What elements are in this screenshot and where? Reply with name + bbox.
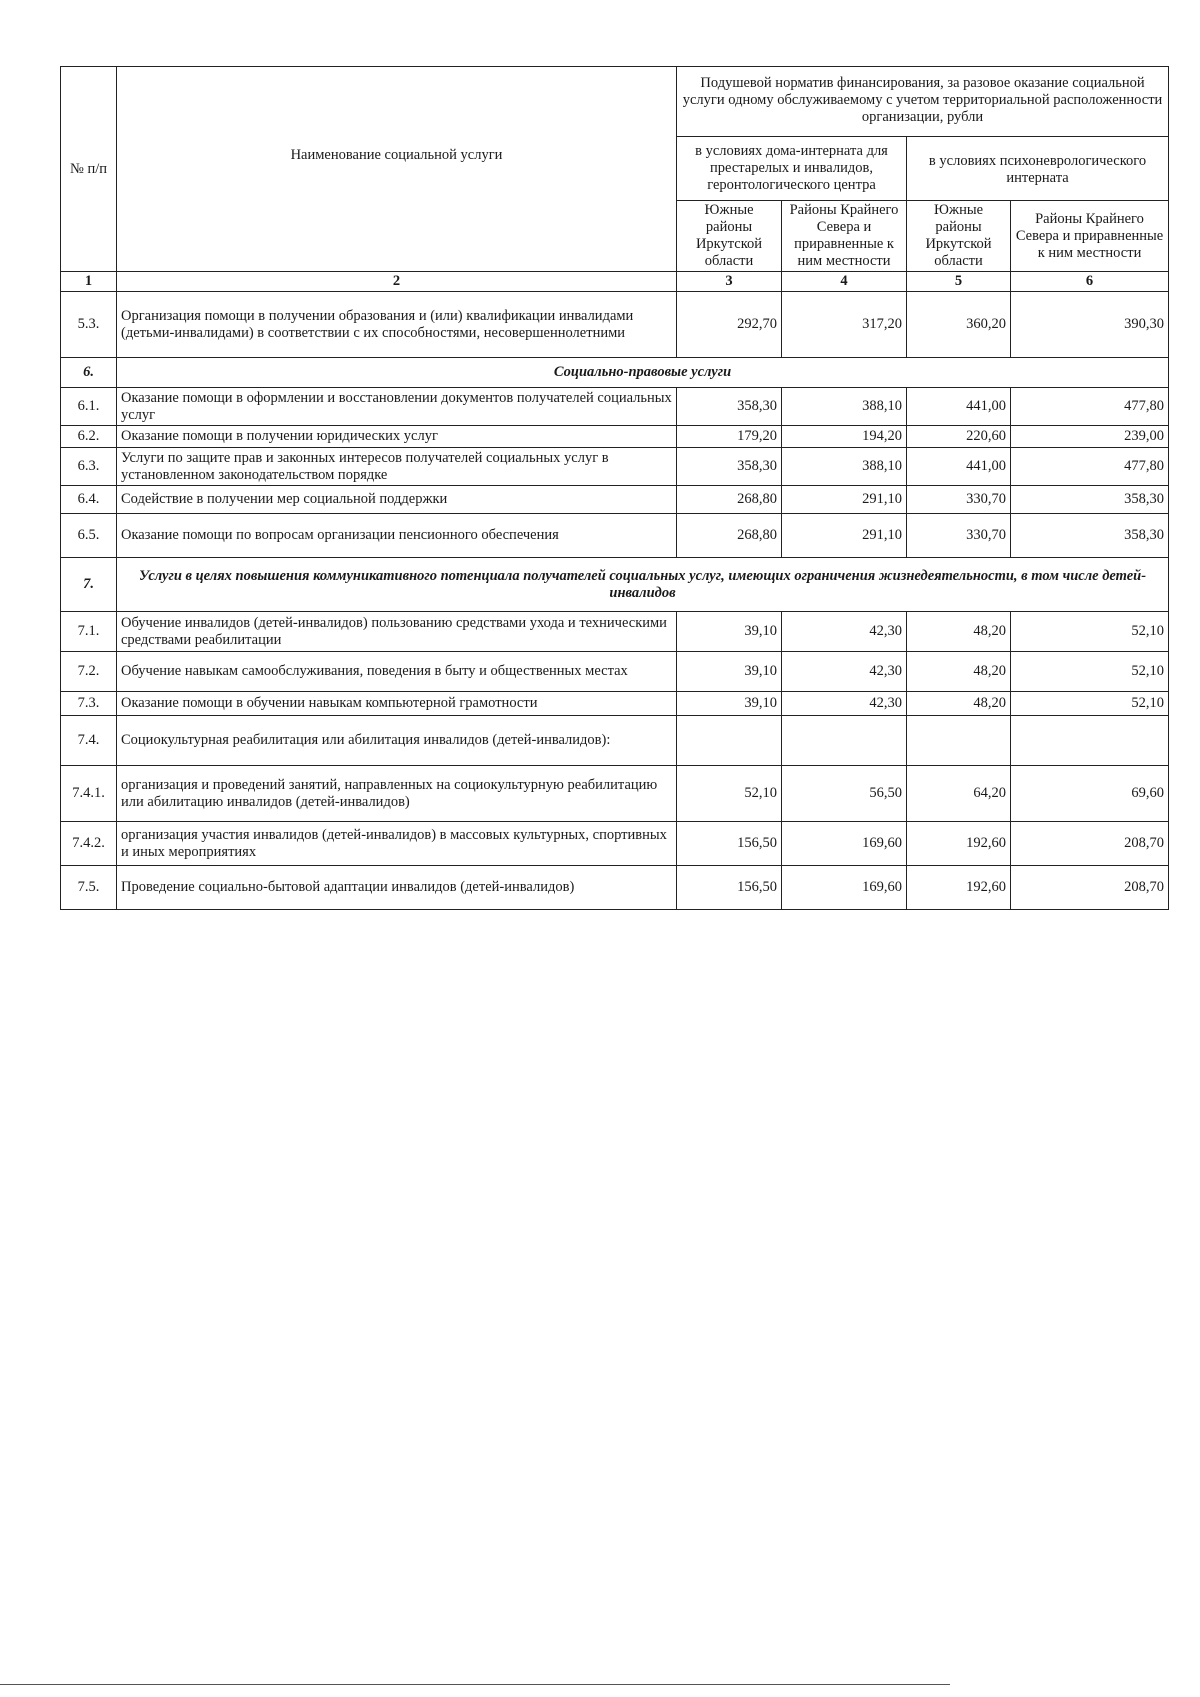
- norm-value: 268,80: [677, 486, 782, 514]
- table-row: [61, 612, 1169, 652]
- norm-value: 52,10: [677, 766, 782, 822]
- norm-value: 360,20: [907, 292, 1011, 358]
- row-number: 7.1.: [61, 612, 117, 652]
- norm-value: 48,20: [907, 692, 1011, 716]
- norm-value: 39,10: [677, 692, 782, 716]
- header-norm: Подушевой норматив финансирования, за разовое оказание социальной услуги одному обслуживаемому с учетом территориальной расположенности организации, рубли: [677, 67, 1169, 137]
- row-number: 6.2.: [61, 426, 117, 448]
- table-row: [61, 866, 1169, 910]
- norm-value: 292,70: [677, 292, 782, 358]
- column-number: 3: [677, 272, 782, 292]
- norm-value: 42,30: [782, 612, 907, 652]
- norm-value: 330,70: [907, 486, 1011, 514]
- section-number: 7.: [61, 558, 117, 612]
- column-number: 5: [907, 272, 1011, 292]
- table-row: [61, 766, 1169, 822]
- table-row: [61, 486, 1169, 514]
- norm-value: 52,10: [1011, 692, 1169, 716]
- row-number: 7.4.: [61, 716, 117, 766]
- service-name: Услуги по защите прав и законных интересов получателей социальных услуг в установленном законодательством порядке: [117, 448, 677, 486]
- row-number: 6.5.: [61, 514, 117, 558]
- norm-value: 52,10: [1011, 612, 1169, 652]
- norm-value: 358,30: [1011, 514, 1169, 558]
- norm-value: 390,30: [1011, 292, 1169, 358]
- norm-value: 156,50: [677, 866, 782, 910]
- norm-value: 42,30: [782, 692, 907, 716]
- norm-value: 358,30: [677, 448, 782, 486]
- column-number: 1: [61, 272, 117, 292]
- service-name: Содействие в получении мер социальной поддержки: [117, 486, 677, 514]
- page-bottom-rule: [0, 1684, 950, 1685]
- row-number: 7.2.: [61, 652, 117, 692]
- service-name: Оказание помощи в получении юридических услуг: [117, 426, 677, 448]
- norm-value: 169,60: [782, 866, 907, 910]
- norm-value: 192,60: [907, 822, 1011, 866]
- section-title: Социально-правовые услуги: [117, 358, 1169, 388]
- service-name: организация и проведений занятий, направленных на социокультурную реабилитацию или абилитацию инвалидов (детей-инвалидов): [117, 766, 677, 822]
- header-north-1: Районы Крайнего Севера и приравненные к ним местности: [782, 201, 907, 272]
- column-number: 6: [1011, 272, 1169, 292]
- norm-value: 477,80: [1011, 388, 1169, 426]
- service-name: Обучение инвалидов (детей-инвалидов) пользованию средствами ухода и техническими средствами реабилитации: [117, 612, 677, 652]
- norm-value: 291,10: [782, 486, 907, 514]
- norm-value: 358,30: [677, 388, 782, 426]
- norm-value: 291,10: [782, 514, 907, 558]
- section-row: [61, 558, 1169, 612]
- service-name: Оказание помощи в обучении навыкам компьютерной грамотности: [117, 692, 677, 716]
- norm-value: 208,70: [1011, 866, 1169, 910]
- norm-value: 169,60: [782, 822, 907, 866]
- norm-value: 156,50: [677, 822, 782, 866]
- table-row: [61, 388, 1169, 426]
- table-row: [61, 514, 1169, 558]
- table-row: [61, 716, 1169, 766]
- row-number: 7.4.2.: [61, 822, 117, 866]
- header-south-1: Южные районы Иркутской области: [677, 201, 782, 272]
- norm-value: 441,00: [907, 448, 1011, 486]
- table-row: [61, 822, 1169, 866]
- norm-value: 192,60: [907, 866, 1011, 910]
- norm-value: 441,00: [907, 388, 1011, 426]
- norm-value: 388,10: [782, 448, 907, 486]
- row-number: 6.4.: [61, 486, 117, 514]
- row-number: 7.3.: [61, 692, 117, 716]
- norm-value: 64,20: [907, 766, 1011, 822]
- norm-value: 330,70: [907, 514, 1011, 558]
- column-number: 4: [782, 272, 907, 292]
- norm-value: [1011, 716, 1169, 766]
- row-number: 5.3.: [61, 292, 117, 358]
- service-name: Оказание помощи по вопросам организации пенсионного обеспечения: [117, 514, 677, 558]
- norm-value: 179,20: [677, 426, 782, 448]
- table-row: [61, 692, 1169, 716]
- section-number: 6.: [61, 358, 117, 388]
- norm-value: 477,80: [1011, 448, 1169, 486]
- norm-value: 268,80: [677, 514, 782, 558]
- service-name: организация участия инвалидов (детей-инвалидов) в массовых культурных, спортивных и иных мероприятиях: [117, 822, 677, 866]
- norm-value: 388,10: [782, 388, 907, 426]
- service-name: Обучение навыкам самообслуживания, поведения в быту и общественных местах: [117, 652, 677, 692]
- service-name: Проведение социально-бытовой адаптации инвалидов (детей-инвалидов): [117, 866, 677, 910]
- norm-value: 48,20: [907, 612, 1011, 652]
- norm-value: 317,20: [782, 292, 907, 358]
- header-name: Наименование социальной услуги: [117, 67, 677, 272]
- tariff-table: [60, 66, 1169, 910]
- norm-value: 194,20: [782, 426, 907, 448]
- service-name: Социокультурная реабилитация или абилитация инвалидов (детей-инвалидов):: [117, 716, 677, 766]
- section-row: [61, 358, 1169, 388]
- norm-value: 56,50: [782, 766, 907, 822]
- norm-value: 220,60: [907, 426, 1011, 448]
- norm-value: 239,00: [1011, 426, 1169, 448]
- row-number: 6.1.: [61, 388, 117, 426]
- header-south-2: Южные районы Иркутской области: [907, 201, 1011, 272]
- column-number: 2: [117, 272, 677, 292]
- header-group-1: в условиях дома-интерната для престарелых и инвалидов, геронтологического центра: [677, 137, 907, 201]
- row-number: 7.4.1.: [61, 766, 117, 822]
- norm-value: 42,30: [782, 652, 907, 692]
- norm-value: [782, 716, 907, 766]
- norm-value: 39,10: [677, 612, 782, 652]
- norm-value: 39,10: [677, 652, 782, 692]
- header-num: № п/п: [61, 67, 117, 272]
- service-name: Оказание помощи в оформлении и восстановлении документов получателей социальных услуг: [117, 388, 677, 426]
- norm-value: 208,70: [1011, 822, 1169, 866]
- norm-value: [677, 716, 782, 766]
- norm-value: 48,20: [907, 652, 1011, 692]
- section-title: Услуги в целях повышения коммуникативного потенциала получателей социальных услуг, имеющих ограничения жизнедеятельности, в том числе детей-инвалидов: [117, 558, 1169, 612]
- norm-value: [907, 716, 1011, 766]
- table-row: [61, 292, 1169, 358]
- header-north-2: Районы Крайнего Севера и приравненные к ним местности: [1011, 201, 1169, 272]
- table-row: [61, 652, 1169, 692]
- norm-value: 52,10: [1011, 652, 1169, 692]
- norm-value: 358,30: [1011, 486, 1169, 514]
- table-row: [61, 448, 1169, 486]
- norm-value: 69,60: [1011, 766, 1169, 822]
- row-number: 6.3.: [61, 448, 117, 486]
- service-name: Организация помощи в получении образования и (или) квалификации инвалидами (детьми-инвалидами) в соответствии с их способностями, несовершеннолетними: [117, 292, 677, 358]
- table-row: [61, 426, 1169, 448]
- header-group-2: в условиях психоневрологического интерната: [907, 137, 1169, 201]
- row-number: 7.5.: [61, 866, 117, 910]
